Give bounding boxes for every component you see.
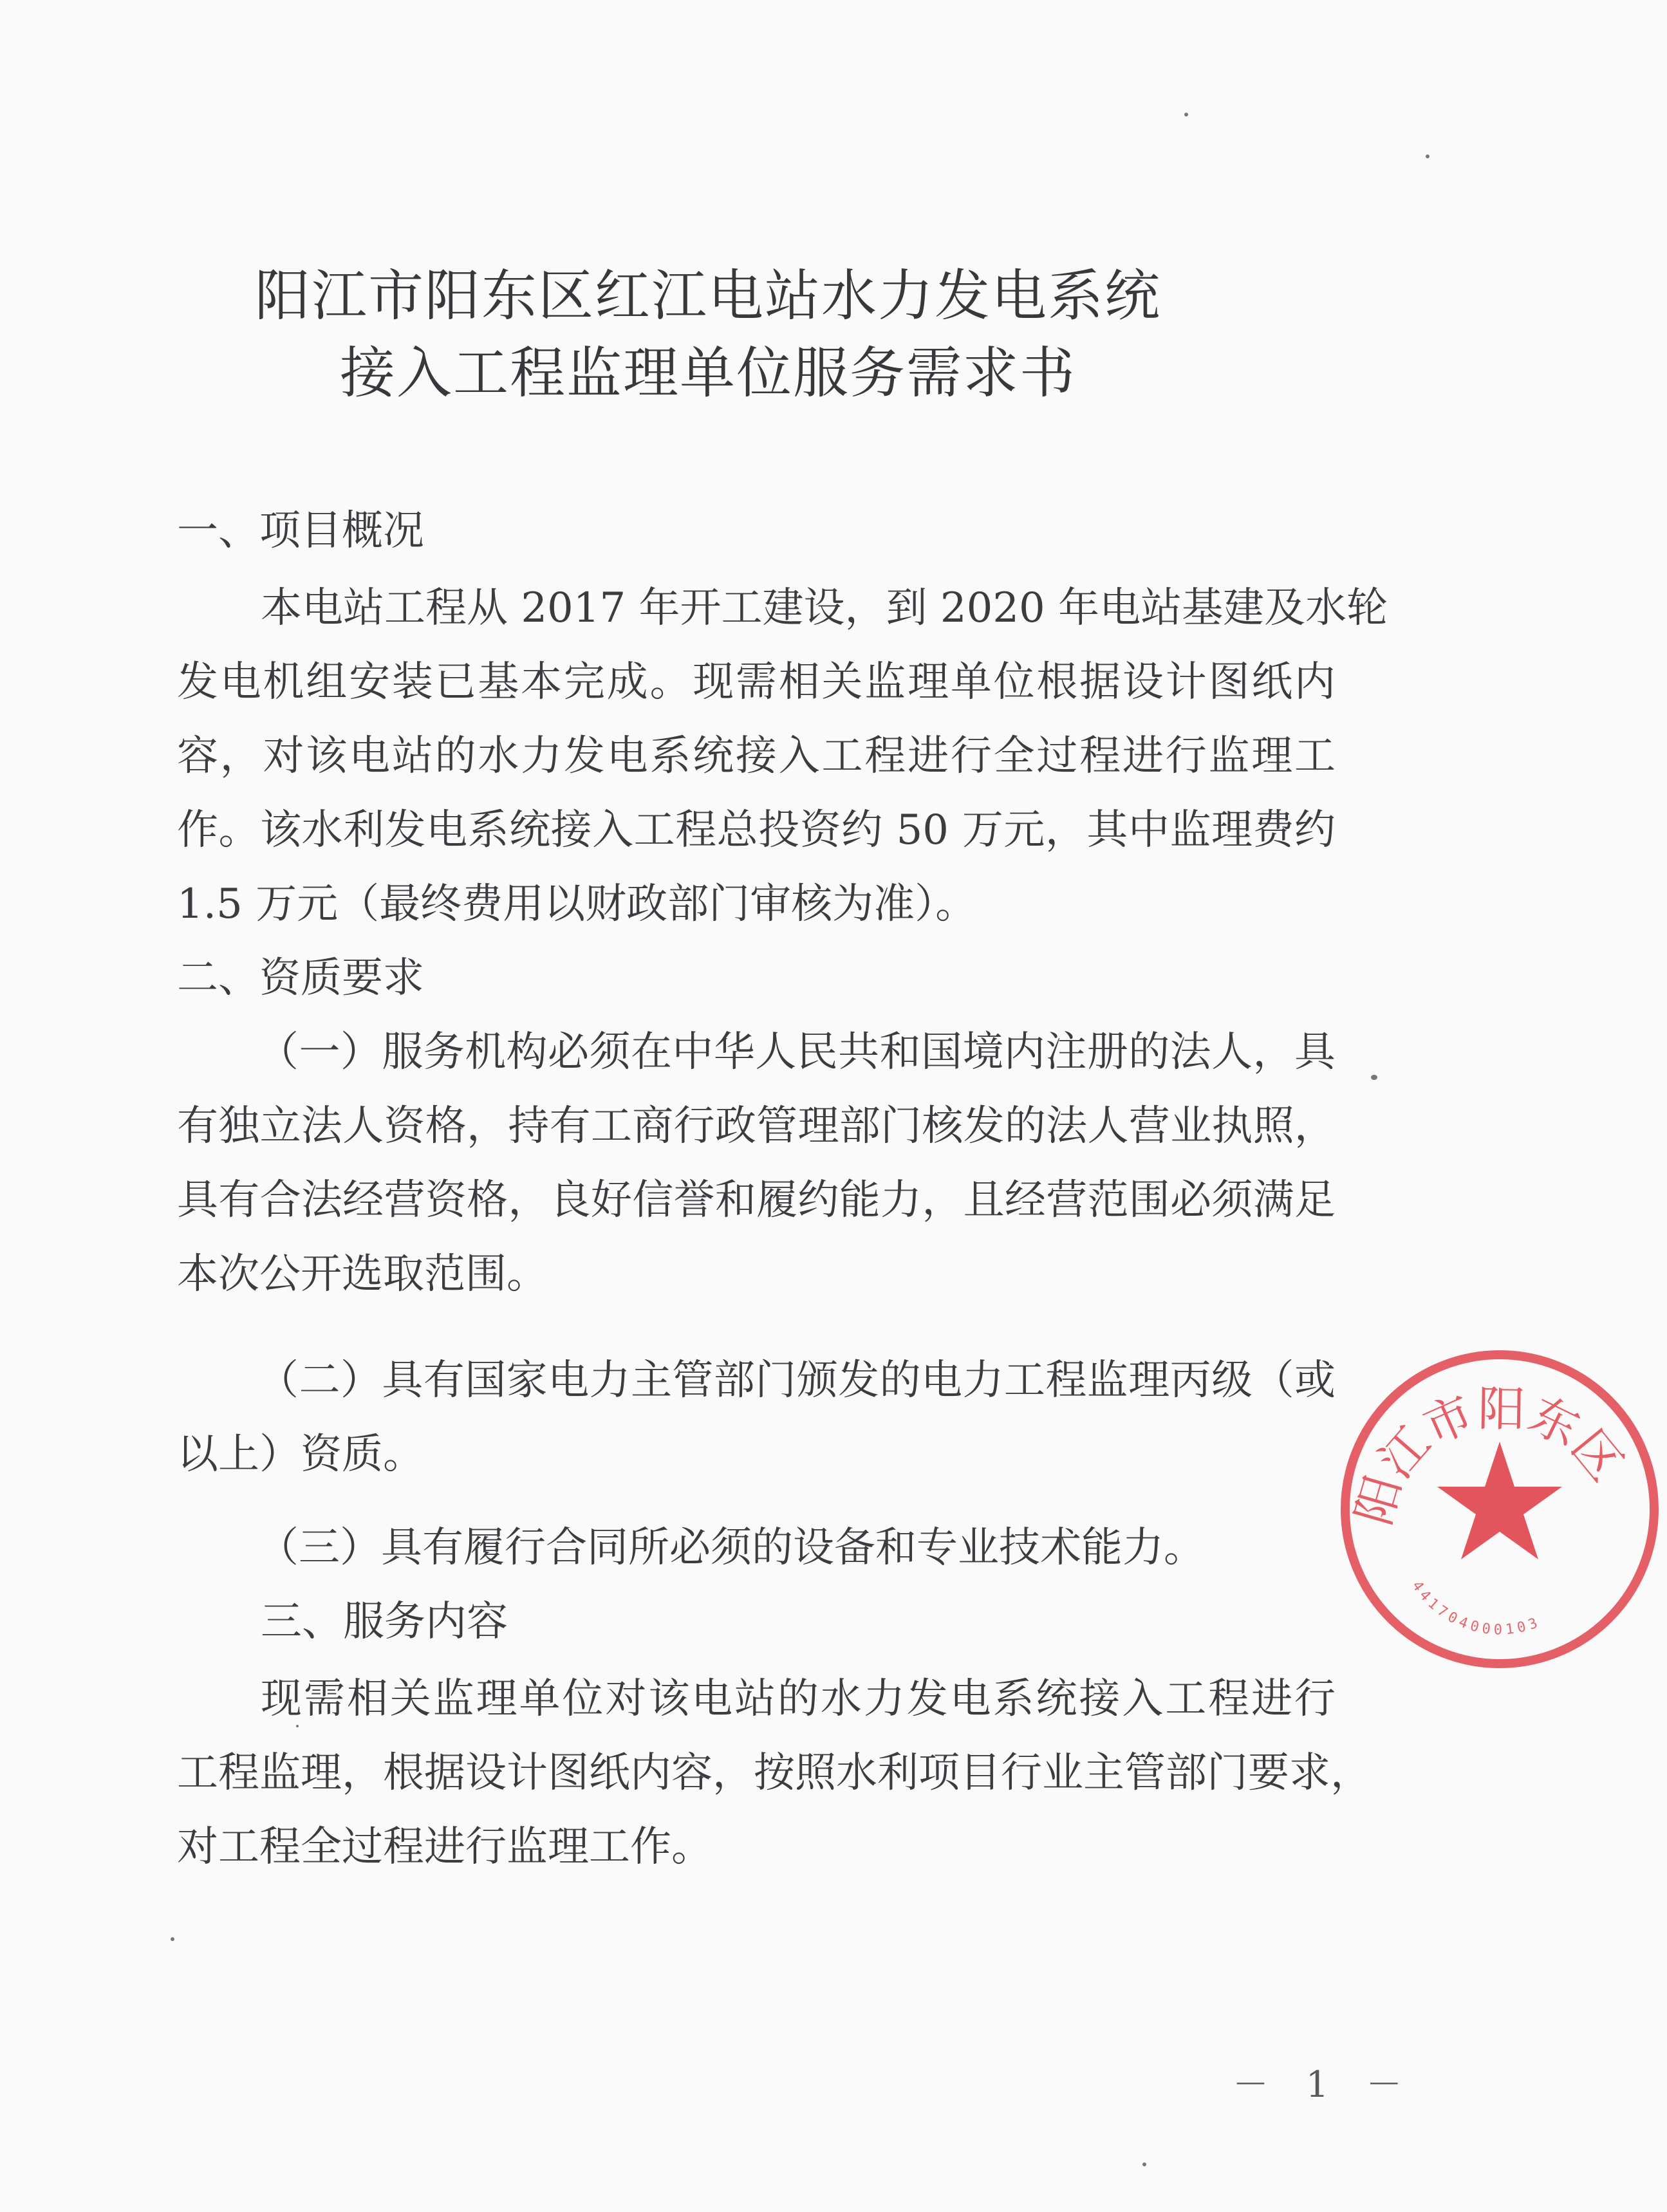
scan-speck xyxy=(1142,2162,1146,2166)
section-heading-service: 三、服务内容 xyxy=(261,1598,508,1646)
document-title-line-2: 接入工程监理单位服务需求书 xyxy=(340,341,1076,405)
scan-speck xyxy=(1371,1075,1377,1080)
scan-speck xyxy=(171,1937,174,1941)
paragraph-line: （三）具有履行合同所必须的设备和专业技术能力。 xyxy=(257,1524,1205,1572)
paragraph-line: 现需相关监理单位对该电站的水力发电系统接入工程进行 xyxy=(261,1675,1336,1723)
paragraph-line: 对工程全过程进行监理工作。 xyxy=(177,1823,712,1871)
paragraph-line: 作。该水利发电系统接入工程总投资约 50 万元，其中监理费约 xyxy=(177,806,1336,854)
page-number: － 1 － xyxy=(1233,2064,1415,2106)
document-title-line-1: 阳江市阳东区红江电站水力发电系统 xyxy=(255,264,1161,328)
paragraph-line: 本电站工程从 2017 年开工建设，到 2020 年电站基建及水轮 xyxy=(261,584,1388,632)
scan-speck xyxy=(296,1725,299,1727)
paragraph-line: 有独立法人资格，持有工商行政管理部门核发的法人营业执照， xyxy=(177,1102,1336,1150)
paragraph-line: 本次公开选取范围。 xyxy=(177,1250,548,1298)
seal-code: 441704000103 xyxy=(1408,1578,1544,1639)
paragraph-line: （二）具有国家电力主管部门颁发的电力工程监理丙级（或 xyxy=(257,1357,1336,1404)
paragraph-line: 工程监理，根据设计图纸内容，按照水利项目行业主管部门要求， xyxy=(177,1749,1372,1797)
official-seal xyxy=(1332,1342,1667,1677)
seal-star-icon xyxy=(1437,1442,1562,1559)
scan-speck xyxy=(1184,113,1188,116)
section-heading-qualifications: 二、资质要求 xyxy=(177,954,424,1002)
scan-speck xyxy=(1426,154,1430,158)
paragraph-line: 1.5 万元（最终费用以财政部门审核为准）。 xyxy=(177,880,977,928)
paragraph-line: （一）服务机构必须在中华人民共和国境内注册的法人，具 xyxy=(257,1028,1336,1076)
paragraph-line: 以上）资质。 xyxy=(177,1431,424,1478)
paragraph-line: 具有合法经营资格，良好信誉和履约能力，且经营范围必须满足 xyxy=(177,1176,1336,1224)
paragraph-line: 发电机组安装已基本完成。现需相关监理单位根据设计图纸内 xyxy=(177,658,1336,706)
seal-text: 阳江市阳东区 xyxy=(1346,1381,1634,1531)
paragraph-line: 容，对该电站的水力发电系统接入工程进行全过程进行监理工 xyxy=(177,732,1336,780)
section-heading-overview: 一、项目概况 xyxy=(177,507,424,555)
